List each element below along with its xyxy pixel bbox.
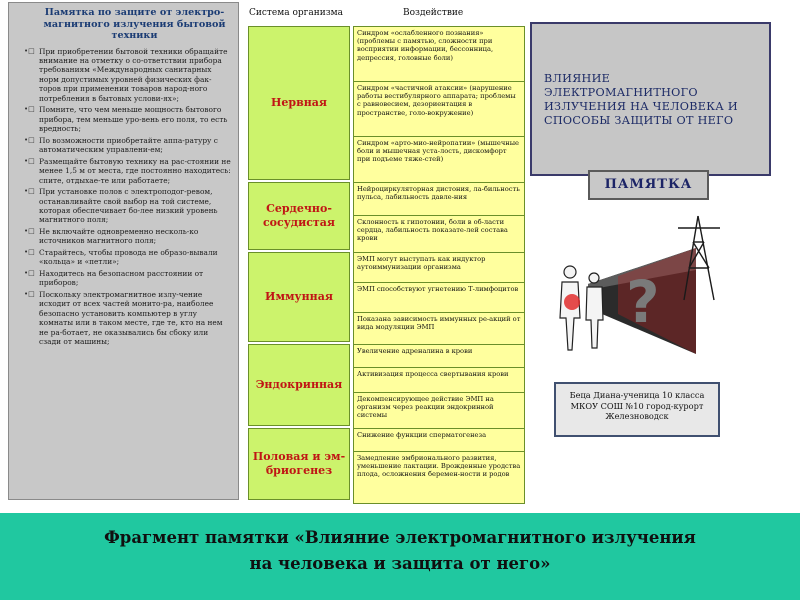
system-nervous: Нервная <box>248 26 350 180</box>
effect-cell: Синдром «ослабленного познания» (проблемы с памятью, сложности при восприятии информации, бессонница, депрессия, головные боли) <box>353 26 525 84</box>
tip-text: По возможности приобретайте аппа-ратуру с автоматическим управлени-ем; <box>39 135 218 155</box>
bullet-icon: •□ <box>24 135 35 144</box>
tip-text: Не включайте одновременно несколь-ко источников магнитного поля; <box>39 226 199 246</box>
pamyatka-badge: ПАМЯТКА <box>588 170 709 200</box>
effect-cell: Декомпенсирующее действие ЭМП на организм через реакции эндокринной системы <box>353 392 525 430</box>
author-box: Беца Диана-ученица 10 класса МКОУ СОШ №10 город-курорт Железноводск <box>554 382 720 437</box>
tip-item <box>15 47 232 104</box>
tip-text: При приобретении бытовой техники обращайте внимание на отметку о со-ответствии прибора требованиям «Международных санитарных норм допустимых уровней физических фак-торов при применении товаров народ-ного потребления в бытовых услови-ях»; <box>39 46 228 103</box>
left-panel <box>8 2 239 500</box>
effect-cell: Замедление эмбрионального развития, уменьшение лактации. Врожденные уродства плода, осложнения беремен-ности и родов <box>353 451 525 504</box>
tip-item <box>15 157 232 185</box>
effect-cell: ЭМП могут выступать как индуктор аутоиммунизации организма <box>353 252 525 285</box>
effect-cell: Склонность к гипотонии, боли в об-ласти сердца, лабильность показате-лей состава крови <box>353 215 525 254</box>
tip-item <box>15 105 232 133</box>
tip-item <box>15 269 232 288</box>
effect-cell: Снижение функции сперматогенеза <box>353 428 525 454</box>
tip-text: При установке полов с электроподог-ревом, останавливайте свой выбор на той системе, которая обеспечивает бо-лее низкий уровень магнитного поля; <box>39 187 218 225</box>
tip-text: Поскольку электромагнитное излу-чение исходит от всех частей монито-ра, наиболее безопасно установить компьютер в углу комнаты или в таком месте, где те, кто на нем не ра-ботает, не оказывались бы сбоку или сзади от машины; <box>39 289 223 347</box>
bullet-icon: •□ <box>24 226 35 235</box>
effect-cell: ЭМП способствуют угнетению Т-лимфоцитов <box>353 282 525 315</box>
effect-cell: Нейроциркуляторная дистония, ла-бильность пульса, лабильность давле-ния <box>353 182 525 218</box>
system-cardiovascular: Сердечно-сосудистая <box>248 182 350 250</box>
left-panel-title: Памятка по защите от электро-магнитного излучения бытовой техники <box>43 7 226 41</box>
bullet-icon: •□ <box>24 289 35 298</box>
caption-line-2: на человека и защита от него» <box>249 553 551 573</box>
effects-table <box>243 2 521 500</box>
brochure-title: ВЛИЯНИЕ ЭЛЕКТРОМАГНИТНОГО ИЗЛУЧЕНИЯ НА ЧЕЛОВЕКА И СПОСОБЫ ЗАЩИТЫ ОТ НЕГО <box>544 72 738 128</box>
bullet-icon: •□ <box>24 268 35 277</box>
tip-item <box>15 227 232 246</box>
effect-cell: Показана зависимость иммунных ре-акций от вида модуляции ЭМП <box>353 312 525 346</box>
system-reproductive: Половая и эм-бриогенез <box>248 428 350 500</box>
tip-text: Размещайте бытовую технику на рас-стоянии не менее 1,5 м от места, где постоянно находитесь: спите, отдыхае-те или работаете; <box>39 156 231 185</box>
brochure-cover <box>530 22 771 176</box>
tip-text: Находитесь на безопасном расстоянии от приборов; <box>39 268 204 288</box>
effect-cell: Активизация процесса свертывания крови <box>353 367 525 395</box>
caption-line-1: Фрагмент памятки «Влияние электромагнитного излучения <box>104 528 696 547</box>
tip-text: Старайтесь, чтобы провода не образо-вывали «кольца» и «петли»; <box>39 247 218 267</box>
system-immune: Иммунная <box>248 252 350 342</box>
people-icon <box>560 266 603 350</box>
impact-spot <box>564 294 580 310</box>
tip-text: Помните, что чем меньше мощность бытового прибора, тем меньше уро-вень его поля, то есть вредность; <box>39 105 228 134</box>
header-effect: Воздействие <box>403 8 464 18</box>
tip-item <box>15 248 232 267</box>
bullet-icon: •□ <box>24 247 35 256</box>
header-system: Система организма <box>249 8 343 18</box>
bullet-icon: •□ <box>24 105 35 114</box>
tip-item <box>15 290 232 347</box>
bullet-icon: •□ <box>24 46 35 55</box>
effect-cell: Увеличение адреналина в крови <box>353 344 525 370</box>
tip-item <box>15 136 232 155</box>
system-endocrine: Эндокринная <box>248 344 350 426</box>
effect-cell: Синдром «частичной атаксии» (нарушение работы вестибулярного аппарата; проблемы с равновесием, дезориентация в пространстве, голо-вокружение) <box>353 81 525 139</box>
radiation-illustration <box>548 210 726 374</box>
illustration-svg <box>548 210 726 374</box>
bullet-icon: •□ <box>24 187 35 196</box>
bullet-icon: •□ <box>24 156 35 165</box>
slide-caption <box>0 513 800 600</box>
effect-cell: Синдром «арто-мио-нейропатии» (мышечные боли и мышечная уста-лость, дискомфорт при подъеме тяже-стей) <box>353 136 525 184</box>
tip-item <box>15 187 232 225</box>
question-mark-icon: ? <box>626 268 660 336</box>
